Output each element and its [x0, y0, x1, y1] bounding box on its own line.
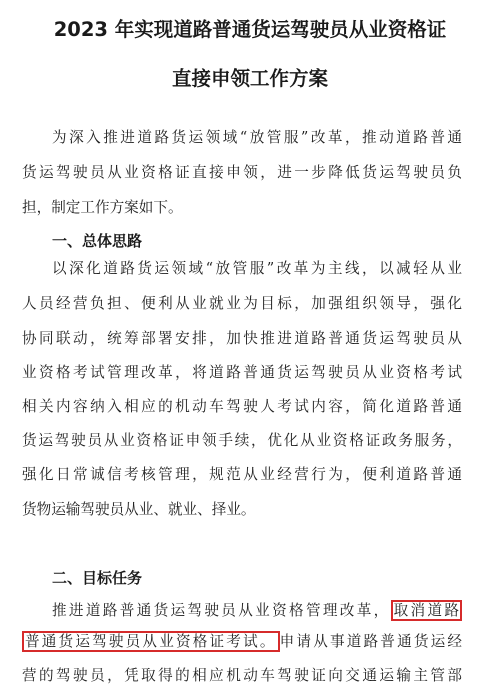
intro-line-1: 为深入推进道路货运领域“放管服”改革，推动道路普通	[52, 129, 462, 146]
highlight-box-2: 普通货运驾驶员从业资格证考试。	[22, 631, 280, 652]
intro-line-3: 担，制定工作方案如下。	[22, 199, 183, 216]
document-title-line-1: 2023 年实现道路普通货运驾驶员从业资格证	[53, 18, 447, 41]
section1-line-2: 人员经营负担、便利从业就业为目标，加强组织领导，强化	[22, 295, 462, 312]
section1-line-3: 协同联动，统筹部署安排，加快推进道路普通货运驾驶员从	[22, 330, 462, 347]
section2-line-2-text: 申请从事道路普通货运经	[279, 633, 462, 650]
section-heading-1: 一、总体思路	[52, 232, 143, 250]
section1-line-1: 以深化道路货运领域“放管服”改革为主线，以减轻从业	[52, 260, 462, 277]
section1-line-5: 相关内容纳入相应的机动车驾驶人考试内容，简化道路普通	[22, 398, 462, 415]
section2-line-2	[22, 632, 462, 652]
section1-line-7: 强化日常诚信考核管理，规范从业经营行为，便利道路普通	[22, 466, 462, 483]
section2-line-1	[52, 601, 462, 621]
section-heading-2: 二、目标任务	[52, 569, 143, 587]
section2-line-1-text: 推进道路普通货运驾驶员从业资格管理改革，	[52, 602, 391, 619]
document-title-line-2: 直接申领工作方案	[171, 67, 328, 90]
highlight-box-1: 取消道路	[391, 600, 462, 621]
section2-line-3: 营的驾驶员，凭取得的相应机动车驾驶证向交通运输主管部	[22, 667, 462, 684]
section1-line-8: 货物运输驾驶员从业、就业、择业。	[22, 501, 256, 518]
intro-line-2: 货运驾驶员从业资格证直接申领，进一步降低货运驾驶员负	[22, 164, 462, 181]
section1-line-6: 货运驾驶员从业资格证申领手续，优化从业资格证政务服务，	[22, 432, 462, 449]
section1-line-4: 业资格考试管理改革，将道路普通货运驾驶员从业资格考试	[22, 364, 462, 381]
